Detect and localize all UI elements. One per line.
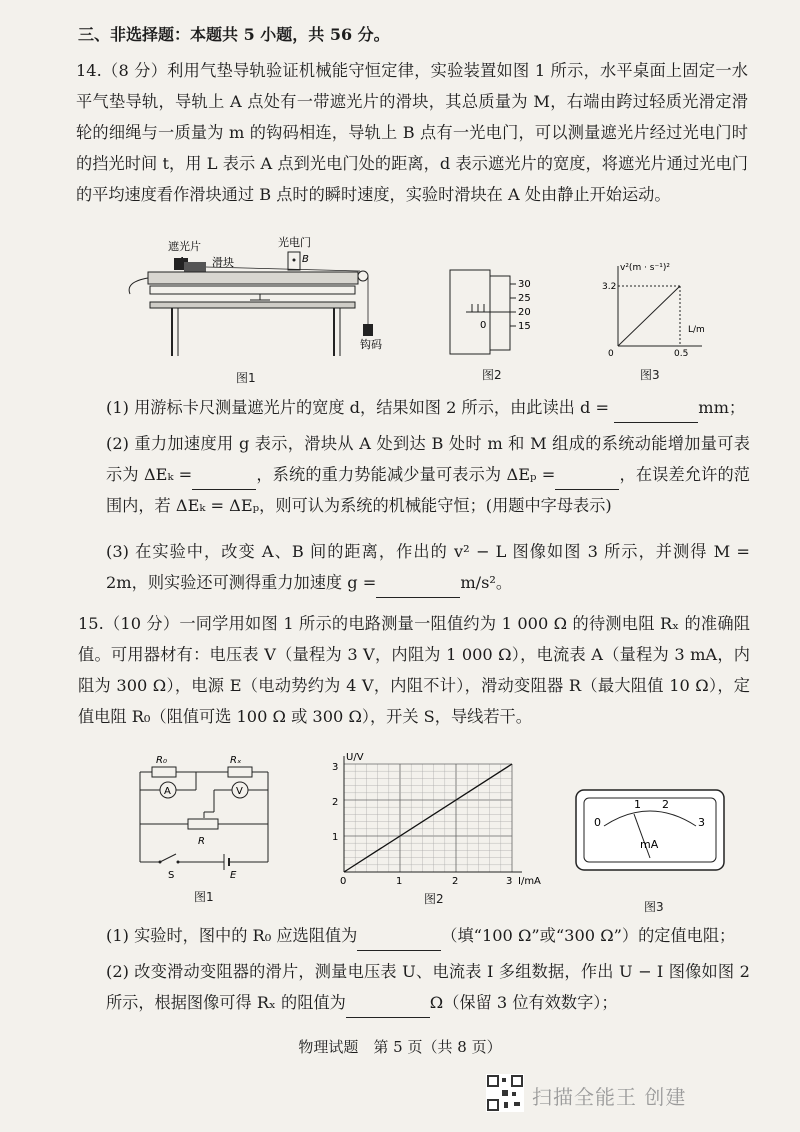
q15-figure1-circuit xyxy=(132,752,278,882)
air-track-shape xyxy=(148,272,358,284)
fig3-data-line xyxy=(618,286,680,346)
fig2-tick-label: 20 xyxy=(518,307,531,318)
q14-p1-text: (1) 用游标卡尺测量遮光片的宽度 d，结果如图 2 所示，由此读出 d = xyxy=(106,398,610,417)
meter-scale-label: 1 xyxy=(634,798,641,811)
meter-scale-label: 0 xyxy=(594,816,601,829)
fig1-label-guangdianmen: 光电门 xyxy=(278,236,311,249)
fig3-x-label: L/m xyxy=(688,325,705,335)
q14-p1-unit: mm； xyxy=(698,398,746,417)
q14-p2-text-a: (2) 重力加速度用 g 表示，滑块从 A 处到达 B 处时 m 和 M 组成的系统动能增加量可表示为 ΔEₖ = xyxy=(106,434,750,484)
fig2-y-tick: 2 xyxy=(332,797,339,808)
page-footer: 物理试题 第 5 页（共 8 页） xyxy=(298,1038,502,1056)
q14-p3-unit: m/s²。 xyxy=(460,573,513,592)
rheostat-symbol xyxy=(188,819,218,829)
meter-scale-label: 3 xyxy=(698,816,705,829)
q14-answer-blank-g[interactable] xyxy=(376,577,460,598)
q15-p2-tail: Ω（保留 3 位有效数字）； xyxy=(429,993,618,1012)
q14-intro xyxy=(76,55,748,210)
q14-p2-text-b: ，系统的重力势能减少量可表示为 ΔEₚ = xyxy=(256,465,556,484)
q15-figure2-chart xyxy=(326,748,556,888)
q15-answer-blank-rx[interactable] xyxy=(346,997,430,1018)
fig1-label-zheguangpian: 遮光片 xyxy=(168,240,201,253)
q14-sub1 xyxy=(106,392,750,423)
q14-sub3 xyxy=(106,536,750,598)
meter-scale-label: 2 xyxy=(662,798,669,811)
fig2-y-tick: 3 xyxy=(332,762,339,773)
meter-unit: mA xyxy=(640,838,659,851)
fig2-x-tick: 0 xyxy=(340,876,347,887)
q14-p3-text: (3) 在实验中，改变 A、B 间的距离，作出的 v² − L 图像如图 3 所示，并测得 M = 2m，则实验还可测得重力加速度 g = xyxy=(106,542,750,592)
fig2-x-label: I/mA xyxy=(518,876,541,887)
slider-shape xyxy=(184,262,206,272)
resistor-rx-symbol xyxy=(228,767,252,777)
fig1-label-b: B xyxy=(302,254,309,265)
fig2-tick-label: 15 xyxy=(518,321,531,332)
resistor-r0-symbol xyxy=(152,767,176,777)
q14-figure3-chart xyxy=(598,258,718,358)
q15-figure3-meter xyxy=(572,786,728,886)
circuit-label-s: S xyxy=(168,870,175,881)
q15-fig2-caption: 图2 xyxy=(424,892,444,906)
fig2-zero-label: 0 xyxy=(480,320,487,331)
q14-intro-text: 利用气垫导轨验证机械能守恒定律，实验装置如图 1 所示，水平桌面上固定一水平气垫导轨，导轨上 A 点处有一带遮光片的滑块，其总质量为 M，右端由跨过轻质光滑定滑轮的细绳与一质量为 m 的钩码相连，导轨上 B 点有一光电门，可以测量遮光片经过光电门时的挡光时间 t，用 L 表示 A 点到光电门处的距离，d 表示遮光片的宽度，将遮光片通过光电门的平均速度看作滑块通过 B 点时的瞬时速度，实验时滑块在 A 处由静止开始运动。 xyxy=(76,61,748,204)
fig2-x-tick: 3 xyxy=(506,876,513,887)
pulley-shape xyxy=(358,271,368,281)
qr-code-icon xyxy=(486,1074,524,1112)
q14-answer-blank-ek[interactable] xyxy=(192,469,256,490)
fig2-data-line xyxy=(344,764,512,872)
fig3-y-label: v²(m · s⁻¹)² xyxy=(620,263,670,273)
q15-fig1-caption: 图1 xyxy=(194,890,214,904)
q15-answer-blank-r0[interactable] xyxy=(357,930,441,951)
fig2-y-label: U/V xyxy=(346,752,364,763)
q15-fig3-caption: 图3 xyxy=(644,900,664,914)
fig3-x-tick: 0.5 xyxy=(674,349,689,358)
q15-intro xyxy=(78,608,750,732)
q14-answer-blank-ep[interactable] xyxy=(555,469,619,490)
fig2-tick-label: 25 xyxy=(518,293,531,304)
q14-p2-text-c: ，在误差允许的范围内，若 ΔEₖ = ΔEₚ，则可认为系统的机械能守恒；(用题中字母表示) xyxy=(106,465,750,515)
fig1-label-huakuai: 滑块 xyxy=(212,256,234,269)
q14-fig2-caption: 图2 xyxy=(482,368,502,382)
circuit-label-r: R xyxy=(198,836,205,847)
q14-score: （8 分） xyxy=(101,61,168,80)
q14-figure2 xyxy=(448,268,548,356)
hook-weight-shape xyxy=(363,324,373,336)
q14-fig3-caption: 图3 xyxy=(640,368,660,382)
q15-p1-tail: （填“100 Ω”或“300 Ω”）的定值电阻； xyxy=(441,926,736,945)
q14-figure1 xyxy=(120,232,390,362)
circuit-label-v: V xyxy=(236,786,243,797)
fig2-y-tick: 1 xyxy=(332,832,339,843)
fig1-label-gouma: 钩码 xyxy=(360,338,382,351)
q14-answer-blank-d[interactable] xyxy=(614,402,698,423)
fig2-x-tick: 2 xyxy=(452,876,459,887)
q15-sub1 xyxy=(106,920,750,951)
switch-symbol xyxy=(160,854,176,862)
q15-intro-text: 一同学用如图 1 所示的电路测量一阻值约为 1 000 Ω 的待测电阻 Rₓ 的准确阻值。可用器材有：电压表 V（量程为 3 V，内阻为 1 000 Ω），电流表 A（量程为 3 mA，内阻为 300 Ω），电源 E（电动势约为 4 V，内阻不计），滑动变阻器 R（最大阻值 10 Ω），定值电阻 R₀（阻值可选 100 Ω 或 300 Ω），开关 S，导线若干。 xyxy=(78,614,750,726)
circuit-label-a: A xyxy=(164,786,171,797)
q15-sub2 xyxy=(106,956,750,1018)
fig3-origin: 0 xyxy=(608,349,614,358)
q15-score: （10 分） xyxy=(103,614,180,633)
q15-p1-text: (1) 实验时，图中的 R₀ 应选阻值为 xyxy=(106,926,358,945)
table-top-shape xyxy=(150,302,355,308)
q15-number: 15. xyxy=(78,614,104,633)
fig2-x-tick: 1 xyxy=(396,876,403,887)
circuit-label-rx: Rₓ xyxy=(230,755,242,766)
fig3-y-tick: 3.2 xyxy=(602,282,617,292)
scanner-brand-text: 扫描全能王 创建 xyxy=(532,1085,687,1109)
section-header: 三、非选择题：本题共 5 小题，共 56 分。 xyxy=(78,25,390,44)
circuit-label-e: E xyxy=(230,870,237,881)
q14-sub2 xyxy=(106,428,750,521)
circuit-label-r0: R₀ xyxy=(156,755,167,766)
q14-number: 14. xyxy=(76,61,102,80)
q14-fig1-caption: 图1 xyxy=(236,371,256,385)
q15-p2-text: (2) 改变滑动变阻器的滑片，测量电压表 U、电流表 I 多组数据，作出 U − I 图像如图 2 所示，根据图像可得 Rₓ 的阻值为 xyxy=(106,962,750,1012)
fig2-tick-label: 30 xyxy=(518,279,531,290)
